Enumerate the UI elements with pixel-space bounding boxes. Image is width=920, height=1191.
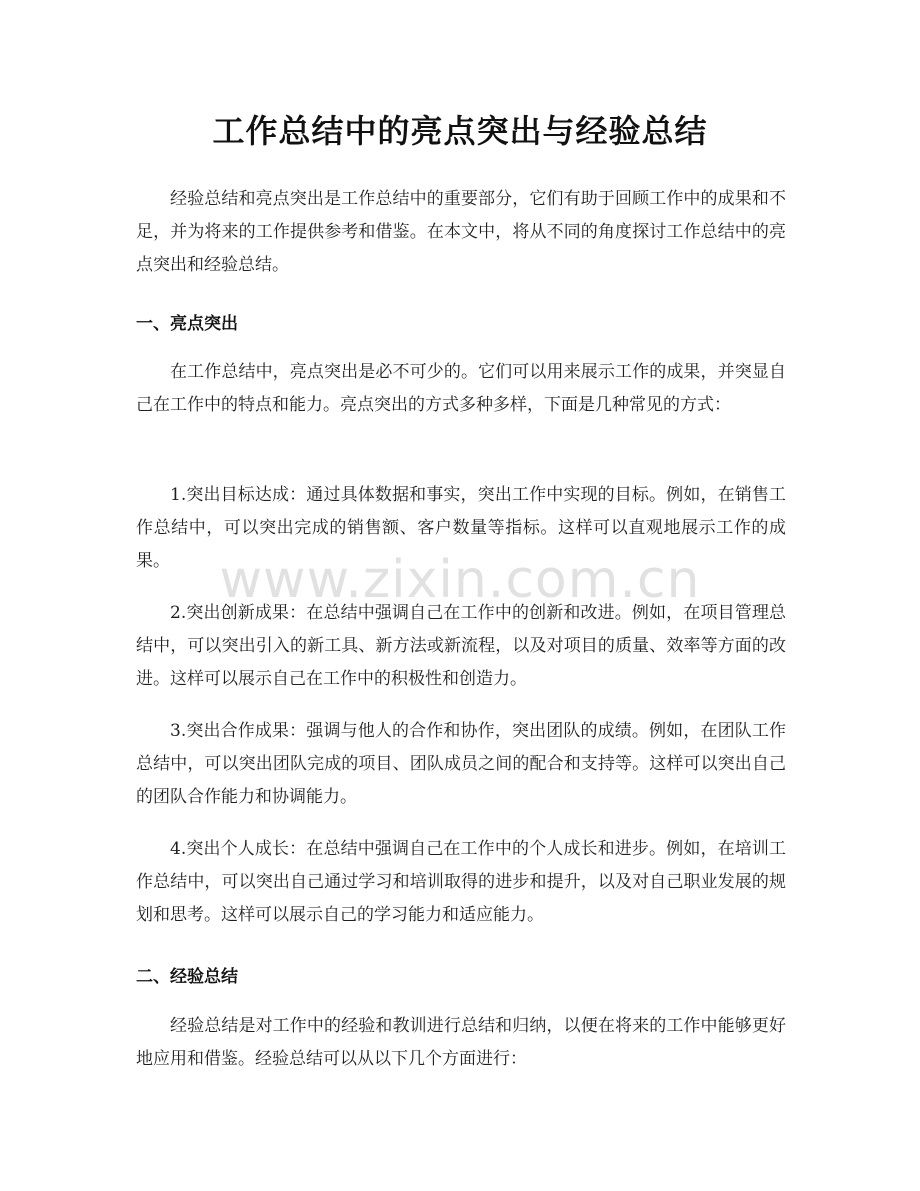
highlights-intro-paragraph: 在工作总结中，亮点突出是必不可少的。它们可以用来展示工作的成果，并突显自己在工作中的特点和能力。亮点突出的方式多种多样，下面是几种常见的方式：	[136, 362, 786, 415]
intro-paragraph: 经验总结和亮点突出是工作总结中的重要部分，它们有助于回顾工作中的成果和不足，并为将来的工作提供参考和借鉴。在本文中，将从不同的角度探讨工作总结中的亮点突出和经验总结。	[136, 189, 786, 275]
highlight-item-3: 3.突出合作成果：强调与他人的合作和协作，突出团队的成绩。例如，在团队工作总结中，可以突出团队完成的项目、团队成员之间的配合和支持等。这样可以突出自己的团队合作能力和协调能力。	[136, 721, 786, 807]
watermark: www.zixin.com.cn	[219, 550, 701, 610]
page-title: 工作总结中的亮点突出与经验总结	[212, 112, 708, 150]
experience-intro-paragraph: 经验总结是对工作中的经验和教训进行总结和归纳，以便在将来的工作中能够更好地应用和借鉴。经验总结可以从以下几个方面进行：	[136, 1016, 786, 1069]
section-heading-experience: 二、经验总结	[136, 967, 238, 987]
highlight-item-2: 2.突出创新成果：在总结中强调自己在工作中的创新和改进。例如，在项目管理总结中，可以突出引入的新工具、新方法或新流程，以及对项目的质量、效率等方面的改进。这样可以展示自己在工作中的积极性和创造力。	[136, 603, 786, 689]
highlight-item-4: 4.突出个人成长：在总结中强调自己在工作中的个人成长和进步。例如，在培训工作总结中，可以突出自己通过学习和培训取得的进步和提升，以及对自己职业发展的规划和思考。这样可以展示自己的学习能力和适应能力。	[136, 839, 786, 925]
highlight-item-1: 1.突出目标达成：通过具体数据和事实，突出工作中实现的目标。例如，在销售工作总结中，可以突出完成的销售额、客户数量等指标。这样可以直观地展示工作的成果。	[136, 485, 786, 571]
section-heading-highlights: 一、亮点突出	[136, 314, 238, 334]
